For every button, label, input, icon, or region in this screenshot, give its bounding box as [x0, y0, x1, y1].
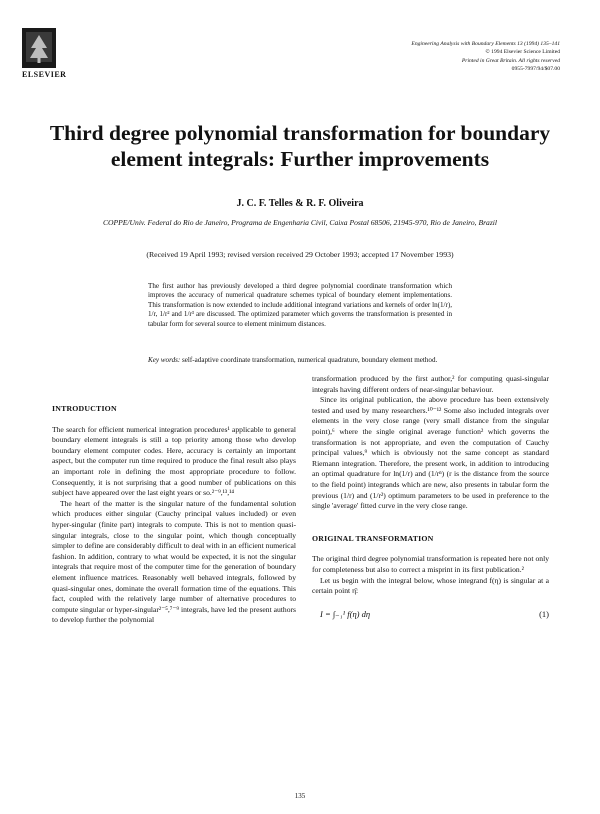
keywords-text: self-adaptive coordinate transformation, numerical quadrature, boundary element method. [180, 356, 438, 364]
intro-paragraph-2: The heart of the matter is the singular nature of the fundamental solution which produces either singular (Cauchy principal values included) or even hyper-singular (finite part) integrals to compute. This is not to mention quasi-singular integrals, close to the singular point, which though conceptually simpler to define are considerably difficult to deal with in an efficient numerical fashion. In addition, contrary to what would be expected, it is not the singular integrals that require most of the computer time for the generation of boundary element influence matrices. Reasonably well behaved integrals, followed by quasi-singular ones, dominate the overall formation time of the equations. This fact, coupled with the relatively large number of alternative procedures to compute singular or hyper-singular²⁻⁵,⁷⁻⁹ integrals, have led the present authors to develop further the polynomial [52, 498, 296, 625]
equation-text: I = ∫₋₁¹ f(η) dη [320, 608, 371, 619]
right-paragraph-1: Since its original publication, the above procedure has been extensively tested and used by many researchers.¹⁰⁻¹² Some also included integrals over elements in the very close range (very small distance from the singular point),⁶ where the single original average function² which governs the transformation is not appropriate, and even the computation of Cauchy principal values,⁹ which is obviously not the same concept as standard Riemann integration. Therefore, the present work, in addition to introducing an optimal quadrature for ln(1/r) and (1/rⁿ) (r is the distance from the source to the field point) integrands which are new, also presents in tabular form the previous (1/r) and (1/r²) optimum parameters to be used in preference to the single 'average' fitted curve in the very close range. [312, 395, 549, 511]
keywords [148, 356, 452, 365]
copyright-line: © 1994 Elsevier Science Limited [485, 49, 560, 56]
elsevier-logo [22, 28, 56, 68]
original-paragraph-1: The original third degree polynomial transformation is repeated here not only for completeness but also to correct a misprint in its first publication.² [312, 554, 549, 574]
original-transformation-heading: ORIGINAL TRANSFORMATION [312, 533, 434, 543]
authors: J. C. F. Telles & R. F. Oliveira [236, 198, 364, 209]
equation-number: (1) [539, 608, 549, 619]
tree-logo-icon [22, 28, 56, 68]
printed-line: Printed in Great Britain. All rights reserved [461, 57, 560, 64]
keywords-label: Key words: [148, 356, 181, 364]
journal-code: 0955-7997/94/$07.00 [511, 66, 560, 73]
abstract [148, 282, 452, 329]
equation-1 [312, 605, 549, 627]
introduction-heading: INTRODUCTION [52, 404, 117, 413]
intro-paragraph-1: The search for efficient numerical integration procedures¹ applicable to general boundary element integrals is still a top priority among those who develop boundary element computer codes. Here, accuracy is certainly an important aspect, but the computer run time required to produce the final result also plays an important role in defining the most appropriate procedure to follow. Consequently, it is not surprising that a good number of publications on this subject have appeared over the last eight years or so.²⁻⁹,¹³,¹⁴ [52, 424, 296, 498]
journal-name: Engineering Analysis with Boundary Elements 13 (1994) 135–141 [411, 41, 560, 47]
abstract-text: The first author has previously developed a third degree polynomial coordinate transformation which improves the accuracy of numerical quadrature schemes typical of boundary element implementations. This transformation is now extended to include additional integrand variations and kernels of order ln(1/r), 1/r, 1/r² and 1/r³ are discussed. The optimized parameter which governs the transformation is presented in tabular form for several source to element minimum distances. [148, 282, 452, 328]
publisher-name: ELSEVIER [22, 70, 67, 79]
right-column [312, 374, 549, 627]
page-number: 135 [294, 792, 306, 800]
original-paragraph-2: Let us begin with the integral below, whose integrand f(η) is singular at a certain point η̄: [312, 575, 549, 596]
affiliation: COPPE/Univ. Federal do Rio de Janeiro, Programa de Engenharia Civil, Caixa Postal 68506, 21945-970, Rio de Janeiro, Brazil [102, 218, 498, 227]
right-paragraph-0: transformation produced by the first author,² for computing quasi-singular integrals having different orders of near-singular behaviour. [312, 374, 549, 394]
received-dates: (Received 19 April 1993; revised version received 29 October 1993; accepted 17 November 1993) [146, 250, 454, 259]
journal-info [411, 40, 560, 74]
paper-title: Third degree polynomial transformation for boundary element integrals: Further improvements [49, 121, 551, 171]
left-column [52, 404, 296, 626]
